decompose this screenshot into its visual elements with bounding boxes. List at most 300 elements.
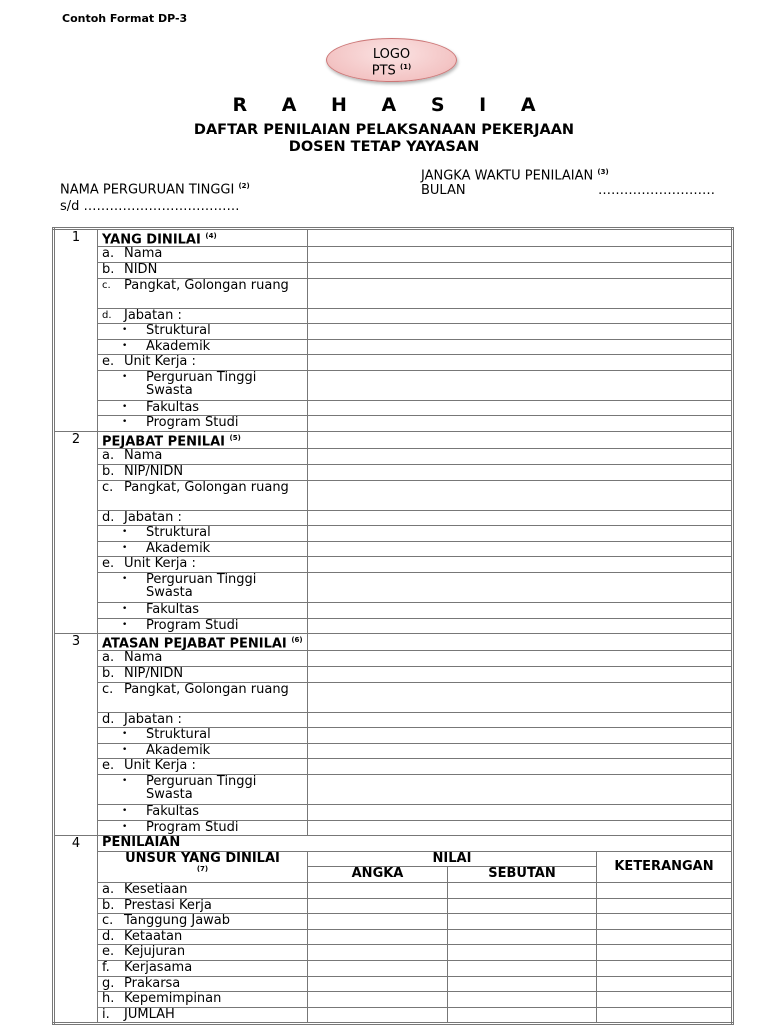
field-label-cell (98, 651, 308, 667)
col-keterangan-header: KETERANGAN (597, 851, 733, 882)
field-label (102, 371, 307, 397)
assessment-label (102, 961, 307, 974)
field-label-text: Program Studi (146, 618, 239, 633)
item-key: a. (102, 650, 115, 666)
field-label (102, 465, 307, 478)
value-cell[interactable] (308, 572, 733, 602)
assessment-row (54, 929, 733, 945)
value-cell[interactable] (308, 759, 733, 775)
value-cell[interactable] (308, 308, 733, 324)
field-label-cell (98, 775, 308, 805)
field-label-cell (98, 355, 308, 371)
field-row (54, 308, 733, 324)
bullet-marker: • (122, 340, 128, 351)
item-key: i. (102, 1007, 110, 1022)
field-row (54, 805, 733, 821)
field-label-text: Unit Kerja : (124, 758, 196, 774)
item-key: a. (102, 882, 115, 898)
value-cell[interactable] (308, 370, 733, 400)
field-label (102, 651, 307, 664)
field-row (54, 775, 733, 805)
value-cell[interactable] (308, 541, 733, 557)
angka-cell[interactable] (308, 1007, 448, 1024)
field-label (102, 759, 307, 772)
document-title-line2: DOSEN TETAP YAYASAN (288, 139, 480, 155)
field-row (54, 339, 733, 355)
value-cell[interactable] (308, 324, 733, 340)
field-row (54, 526, 733, 542)
field-label-text: Akademik (146, 743, 211, 758)
institution-note: (2) (238, 182, 250, 190)
field-label-cell (98, 278, 308, 308)
bullet-marker: • (122, 401, 128, 412)
item-key: d. (102, 510, 115, 525)
section-header-row (54, 634, 733, 651)
field-label (102, 309, 307, 322)
field-label-text: Nama (124, 246, 163, 262)
assessment-row (54, 992, 733, 1008)
value-cell[interactable] (308, 712, 733, 728)
section-title: YANG DINILAI (102, 232, 201, 247)
value-cell[interactable] (308, 526, 733, 542)
field-label-text: Jabatan : (124, 510, 182, 525)
bullet-marker: • (122, 603, 128, 614)
assessment-row (54, 898, 733, 914)
item-key: b. (102, 898, 115, 913)
month-label: BULAN (421, 183, 466, 198)
institution-label-text: NAMA PERGURUAN TINGGI (60, 182, 235, 198)
field-label-text: Perguruan Tinggi Swasta (146, 774, 257, 803)
item-key: e. (102, 758, 115, 774)
field-row (54, 759, 733, 775)
assessment-label-text: Ketaatan (124, 929, 183, 944)
field-label-cell (98, 526, 308, 542)
field-row (54, 820, 733, 836)
confidential-heading: R A H A S I A (232, 94, 550, 116)
field-row (54, 370, 733, 400)
value-cell[interactable] (308, 557, 733, 573)
assessment-row (54, 976, 733, 992)
field-label-cell (98, 510, 308, 526)
col-angka-header: ANGKA (308, 867, 448, 883)
field-label-cell (98, 400, 308, 416)
bullet-marker: • (122, 806, 128, 817)
section-header-row (54, 432, 733, 449)
field-label-text: Fakultas (146, 804, 200, 820)
value-cell[interactable] (308, 416, 733, 432)
field-row (54, 449, 733, 465)
value-cell[interactable] (308, 229, 733, 247)
field-label-text: Nama (124, 650, 163, 666)
field-label (102, 573, 307, 599)
field-label-cell (98, 370, 308, 400)
value-cell[interactable] (308, 682, 733, 712)
value-cell[interactable] (308, 247, 733, 263)
field-row (54, 480, 733, 510)
field-label-text: Jabatan : (124, 712, 182, 727)
keterangan-cell[interactable] (597, 945, 733, 961)
section-note: (6) (291, 636, 303, 645)
assessment-label (102, 883, 307, 896)
value-cell[interactable] (308, 339, 733, 355)
assessment-label-text: Prakarsa (124, 976, 181, 991)
field-label-cell (98, 541, 308, 557)
field-row (54, 743, 733, 759)
value-cell[interactable] (308, 667, 733, 683)
field-row (54, 541, 733, 557)
document-title-line1: DAFTAR PENILAIAN PELAKSANAAN PEKERJAAN (193, 122, 575, 138)
field-label (102, 449, 307, 462)
logo-line2-wrap (327, 61, 456, 77)
keterangan-cell[interactable] (597, 976, 733, 992)
item-key: b. (102, 464, 115, 479)
period-label (421, 168, 609, 183)
field-label (102, 511, 307, 524)
field-row (54, 602, 733, 618)
item-key: d. (102, 929, 115, 944)
field-label-text: Akademik (146, 339, 211, 354)
format-label: Contoh Format DP-3 (62, 12, 188, 25)
field-label (102, 542, 307, 555)
value-cell[interactable] (308, 465, 733, 481)
angka-cell[interactable] (308, 929, 448, 945)
value-cell[interactable] (308, 510, 733, 526)
section-number: 1 (54, 229, 98, 432)
field-label (102, 667, 307, 680)
field-label (102, 744, 307, 757)
assessment-label (102, 914, 307, 927)
field-label (102, 416, 307, 429)
bullet-marker: • (122, 371, 128, 382)
assessment-label-cell (98, 929, 308, 945)
col-unsur-header (98, 851, 308, 882)
field-label (102, 805, 307, 818)
assessment-label (102, 930, 307, 943)
assessment-row (54, 883, 733, 899)
field-row (54, 667, 733, 683)
field-label-cell (98, 728, 308, 744)
field-label-text: Perguruan Tinggi Swasta (146, 572, 257, 600)
field-label (102, 728, 307, 741)
field-row (54, 247, 733, 263)
bullet-marker: • (122, 527, 128, 538)
assessment-label-cell (98, 960, 308, 976)
item-key: e. (102, 354, 115, 370)
bullet-marker: • (122, 573, 128, 584)
field-row (54, 355, 733, 371)
keterangan-cell[interactable] (597, 914, 733, 930)
logo-line1: LOGO (372, 47, 411, 62)
bullet-marker: • (122, 325, 128, 336)
value-cell[interactable] (308, 602, 733, 618)
field-label (102, 603, 307, 616)
assessment-label-text: Kejujuran (124, 944, 186, 960)
field-label-text: Jabatan : (124, 308, 182, 323)
assessment-header-row (54, 851, 733, 867)
field-label (102, 683, 307, 696)
sebutan-cell[interactable] (448, 929, 597, 945)
assessment-label-cell (98, 1007, 308, 1024)
assessment-label (102, 945, 307, 958)
field-row (54, 651, 733, 667)
field-label-text: Pangkat, Golongan ruang (124, 682, 289, 697)
section-number: 3 (54, 634, 98, 836)
field-label-text: Program Studi (146, 415, 239, 431)
assessment-label-text: Kesetiaan (124, 882, 188, 898)
item-key: e. (102, 556, 115, 572)
field-label-cell (98, 465, 308, 481)
col-nilai-header: NILAI (308, 851, 597, 867)
value-cell[interactable] (308, 618, 733, 634)
sebutan-cell[interactable] (448, 883, 597, 899)
assessment-label-text: Tanggung Jawab (124, 913, 231, 929)
field-label-text: Struktural (146, 323, 211, 339)
keterangan-cell[interactable] (597, 883, 733, 899)
bullet-marker: • (122, 542, 128, 553)
item-key: e. (102, 944, 115, 960)
bullet-marker: • (122, 821, 128, 832)
value-cell[interactable] (308, 651, 733, 667)
item-key: d. (102, 712, 115, 727)
section-title-cell (98, 634, 308, 651)
field-label-text: Struktural (146, 525, 211, 541)
item-key: d. (102, 309, 112, 321)
value-cell[interactable] (308, 262, 733, 278)
field-label-text: NIDN (124, 262, 158, 277)
item-key: c. (102, 279, 111, 291)
value-cell[interactable] (308, 480, 733, 510)
field-label-cell (98, 339, 308, 355)
item-key: a. (102, 448, 115, 464)
section-title: PENILAIAN (98, 836, 733, 852)
section-note: (5) (229, 434, 241, 443)
value-cell[interactable] (308, 743, 733, 759)
sebutan-cell[interactable] (448, 945, 597, 961)
value-cell[interactable] (308, 432, 733, 449)
keterangan-cell[interactable] (597, 992, 733, 1008)
institution-label (60, 182, 250, 197)
assessment-label-cell (98, 976, 308, 992)
field-label-cell (98, 416, 308, 432)
assessment-row (54, 1007, 733, 1024)
sebutan-cell[interactable] (448, 992, 597, 1008)
value-cell[interactable] (308, 449, 733, 465)
keterangan-cell[interactable] (597, 1007, 733, 1024)
field-label-cell (98, 557, 308, 573)
field-row (54, 728, 733, 744)
bullet-marker: • (122, 744, 128, 755)
field-label (102, 557, 307, 570)
field-label-text: Fakultas (146, 602, 200, 617)
section-number: 4 (54, 836, 98, 1024)
month-dots: ……………………… (598, 183, 715, 198)
item-key: b. (102, 666, 115, 682)
bullet-marker: • (122, 729, 128, 740)
section-title: PEJABAT PENILAI (102, 434, 225, 449)
section-note: (4) (205, 232, 217, 240)
assessment-label (102, 1008, 307, 1021)
logo-line2: PTS (371, 63, 396, 79)
field-label-cell (98, 682, 308, 712)
item-key: c. (102, 682, 114, 697)
field-label-cell (98, 820, 308, 836)
field-row (54, 400, 733, 416)
assessment-row (54, 914, 733, 930)
field-label (102, 247, 307, 260)
value-cell[interactable] (308, 278, 733, 308)
assessment-row (54, 960, 733, 976)
angka-cell[interactable] (308, 976, 448, 992)
item-key: b. (102, 262, 115, 277)
field-label-cell (98, 805, 308, 821)
field-label-text: Unit Kerja : (124, 556, 196, 572)
value-cell[interactable] (308, 728, 733, 744)
value-cell[interactable] (308, 355, 733, 371)
item-key: a. (102, 246, 115, 262)
field-row (54, 557, 733, 573)
bullet-marker: • (122, 417, 128, 428)
value-cell[interactable] (308, 634, 733, 651)
field-label-text: Program Studi (146, 820, 239, 835)
field-label-text: Pangkat, Golongan ruang (124, 480, 289, 495)
field-label (102, 355, 307, 368)
keterangan-cell[interactable] (597, 929, 733, 945)
field-row (54, 465, 733, 481)
period-label-text: JANGKA WAKTU PENILAIAN (421, 168, 594, 184)
item-key: h. (102, 991, 115, 1007)
field-row (54, 682, 733, 712)
field-label (102, 821, 307, 834)
field-row (54, 278, 733, 308)
angka-cell[interactable] (308, 898, 448, 914)
item-key: g. (102, 976, 115, 991)
field-row (54, 324, 733, 340)
keterangan-cell[interactable] (597, 898, 733, 914)
field-label-text: Nama (124, 448, 163, 464)
value-cell[interactable] (308, 805, 733, 821)
field-row (54, 262, 733, 278)
bullet-marker: • (122, 776, 128, 787)
section-header-row (54, 836, 733, 852)
field-row (54, 416, 733, 432)
assessment-label-cell (98, 898, 308, 914)
assessment-label-text: JUMLAH (124, 1007, 175, 1022)
field-label-cell (98, 618, 308, 634)
assessment-label (102, 899, 307, 912)
field-label-text: Struktural (146, 727, 211, 743)
field-label-cell (98, 449, 308, 465)
field-label (102, 619, 307, 632)
assessment-label (102, 977, 307, 990)
section-number: 2 (54, 432, 98, 634)
item-key: c. (102, 480, 114, 495)
field-label-text: Perguruan Tinggi Swasta (146, 370, 257, 398)
section-header-row (54, 229, 733, 247)
assessment-label-cell (98, 914, 308, 930)
assessment-label-cell (98, 883, 308, 899)
col-unsur-note: (7) (196, 864, 209, 873)
field-label (102, 279, 307, 292)
sebutan-cell[interactable] (448, 976, 597, 992)
sebutan-cell[interactable] (448, 914, 597, 930)
field-label-cell (98, 247, 308, 263)
bullet-marker: • (122, 619, 128, 630)
field-label-text: NIP/NIDN (124, 464, 184, 479)
field-row (54, 572, 733, 602)
field-row (54, 618, 733, 634)
assessment-row (54, 945, 733, 961)
logo-placeholder (326, 38, 457, 82)
assessment-label-text: Prestasi Kerja (124, 898, 212, 913)
field-label (102, 401, 307, 414)
field-label-cell (98, 308, 308, 324)
angka-cell[interactable] (308, 992, 448, 1008)
assessment-label-cell (98, 992, 308, 1008)
field-label-cell (98, 602, 308, 618)
field-row (54, 712, 733, 728)
section-title-cell (98, 229, 308, 247)
field-label-cell (98, 480, 308, 510)
logo-note: (1) (399, 63, 412, 71)
until-label: s/d ……………………………… (60, 199, 240, 214)
sebutan-cell[interactable] (448, 898, 597, 914)
field-label (102, 324, 307, 337)
field-label (102, 481, 307, 494)
field-label-cell (98, 743, 308, 759)
assessment-label-cell (98, 945, 308, 961)
field-label-cell (98, 324, 308, 340)
field-label (102, 340, 307, 353)
field-label-text: Akademik (146, 541, 211, 556)
assessment-label-text: Kepemimpinan (124, 991, 222, 1007)
value-cell[interactable] (308, 775, 733, 805)
assessment-form-table (52, 227, 734, 1025)
value-cell[interactable] (308, 400, 733, 416)
section-title: ATASAN PEJABAT PENILAI (102, 636, 287, 651)
col-sebutan-header: SEBUTAN (448, 867, 597, 883)
field-label-cell (98, 759, 308, 775)
sebutan-cell[interactable] (448, 960, 597, 976)
field-label (102, 713, 307, 726)
field-row (54, 510, 733, 526)
field-label (102, 775, 307, 801)
field-label-text: Fakultas (146, 400, 200, 415)
angka-cell[interactable] (308, 960, 448, 976)
col-unsur-label: UNSUR YANG DINILAI (125, 851, 280, 866)
sebutan-cell[interactable] (448, 1007, 597, 1024)
assessment-label-text: Kerjasama (124, 960, 193, 975)
keterangan-cell[interactable] (597, 960, 733, 976)
field-label-text: Pangkat, Golongan ruang (124, 278, 289, 293)
field-label-cell (98, 572, 308, 602)
field-label-text: NIP/NIDN (124, 666, 184, 682)
field-label-text: Unit Kerja : (124, 354, 196, 370)
field-label-cell (98, 262, 308, 278)
period-note: (3) (597, 168, 609, 176)
angka-cell[interactable] (308, 883, 448, 899)
value-cell[interactable] (308, 820, 733, 836)
section-title-cell (98, 432, 308, 449)
field-label-cell (98, 667, 308, 683)
field-label (102, 526, 307, 539)
field-label-cell (98, 712, 308, 728)
field-label (102, 263, 307, 276)
assessment-label (102, 992, 307, 1005)
item-key: c. (102, 913, 114, 929)
angka-cell[interactable] (308, 945, 448, 961)
item-key: f. (102, 960, 110, 975)
angka-cell[interactable] (308, 914, 448, 930)
